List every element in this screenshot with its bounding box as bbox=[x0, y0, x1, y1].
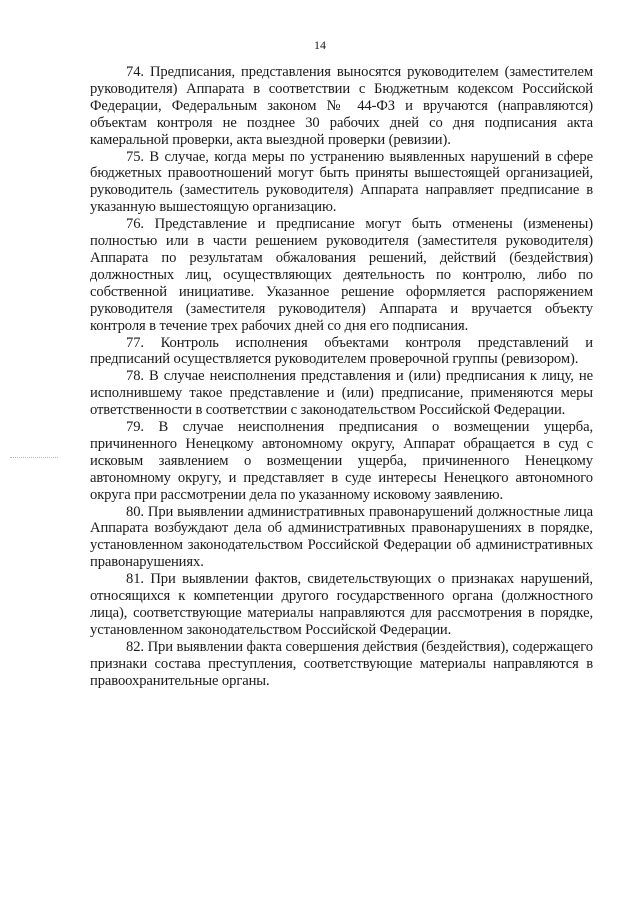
margin-mark bbox=[10, 457, 58, 459]
document-body bbox=[90, 64, 593, 690]
paragraph-77: 77. Контроль исполнения объектами контроля представлений и предписаний осуществляется руководителем проверочной группы (ревизором). bbox=[90, 334, 593, 368]
paragraph-79: 79. В случае неисполнения предписания о возмещении ущерба, причиненного Ненецкому автономному округу, Аппарат обращается в суд с исковым заявлением о возмещении ущерба, причиненного Ненецкому автономному округу, и представляет в суде интересы Ненецкого автономного округа при рассмотрении дела по указанному исковому заявлению. bbox=[90, 419, 593, 503]
paragraph-75: 75. В случае, когда меры по устранению выявленных нарушений в сфере бюджетных правоотношений могут быть приняты вышестоящей организацией, руководитель (заместитель руководителя) Аппарата направляет предписание в указанную вышестоящую организацию. bbox=[90, 148, 593, 216]
page-number: 14 bbox=[314, 38, 326, 52]
paragraph-76: 76. Представление и предписание могут быть отменены (изменены) полностью или в части решением руководителя (заместителя руководителя) Аппарата по результатам обжалования решений, действий (бездействия) должностных лиц, осуществляющих деятельность по контролю, либо по собственной инициативе. Указанное решение оформляется распоряжением руководителя (заместителя руководителя) Аппарата и вручается объекту контроля в течение трех рабочих дней со дня его подписания. bbox=[90, 216, 593, 334]
paragraph-80: 80. При выявлении административных правонарушений должностные лица Аппарата возбуждают дела об административных правонарушениях в порядке, установленном законодательством Российской Федерации об административных правонарушениях. bbox=[90, 503, 593, 571]
paragraph-81: 81. При выявлении фактов, свидетельствующих о признаках нарушений, относящихся к компетенции другого государственного органа (должностного лица), соответствующие материалы направляются для рассмотрения в порядке, установленном законодательством Российской Федерации. bbox=[90, 571, 593, 638]
paragraph-78: 78. В случае неисполнения представления и (или) предписания к лицу, не исполнившему такое представление и (или) предписание, применяются меры ответственности в соответствии с законодательством Российской Федерации. bbox=[90, 368, 593, 419]
paragraph-74: 74. Предписания, представления выносятся руководителем (заместителем руководителя) Аппарата в соответствии с Бюджетным кодексом Российской Федерации, Федеральным законом № 44-ФЗ и вручаются (направляются) объектам контроля не позднее 30 рабочих дней со дня подписания акта камеральной проверки, акта выездной проверки (ревизии). bbox=[90, 64, 593, 148]
paragraph-82: 82. При выявлении факта совершения действия (бездействия), содержащего признаки состава преступления, соответствующие материалы направляются в правоохранительные органы. bbox=[90, 638, 593, 689]
